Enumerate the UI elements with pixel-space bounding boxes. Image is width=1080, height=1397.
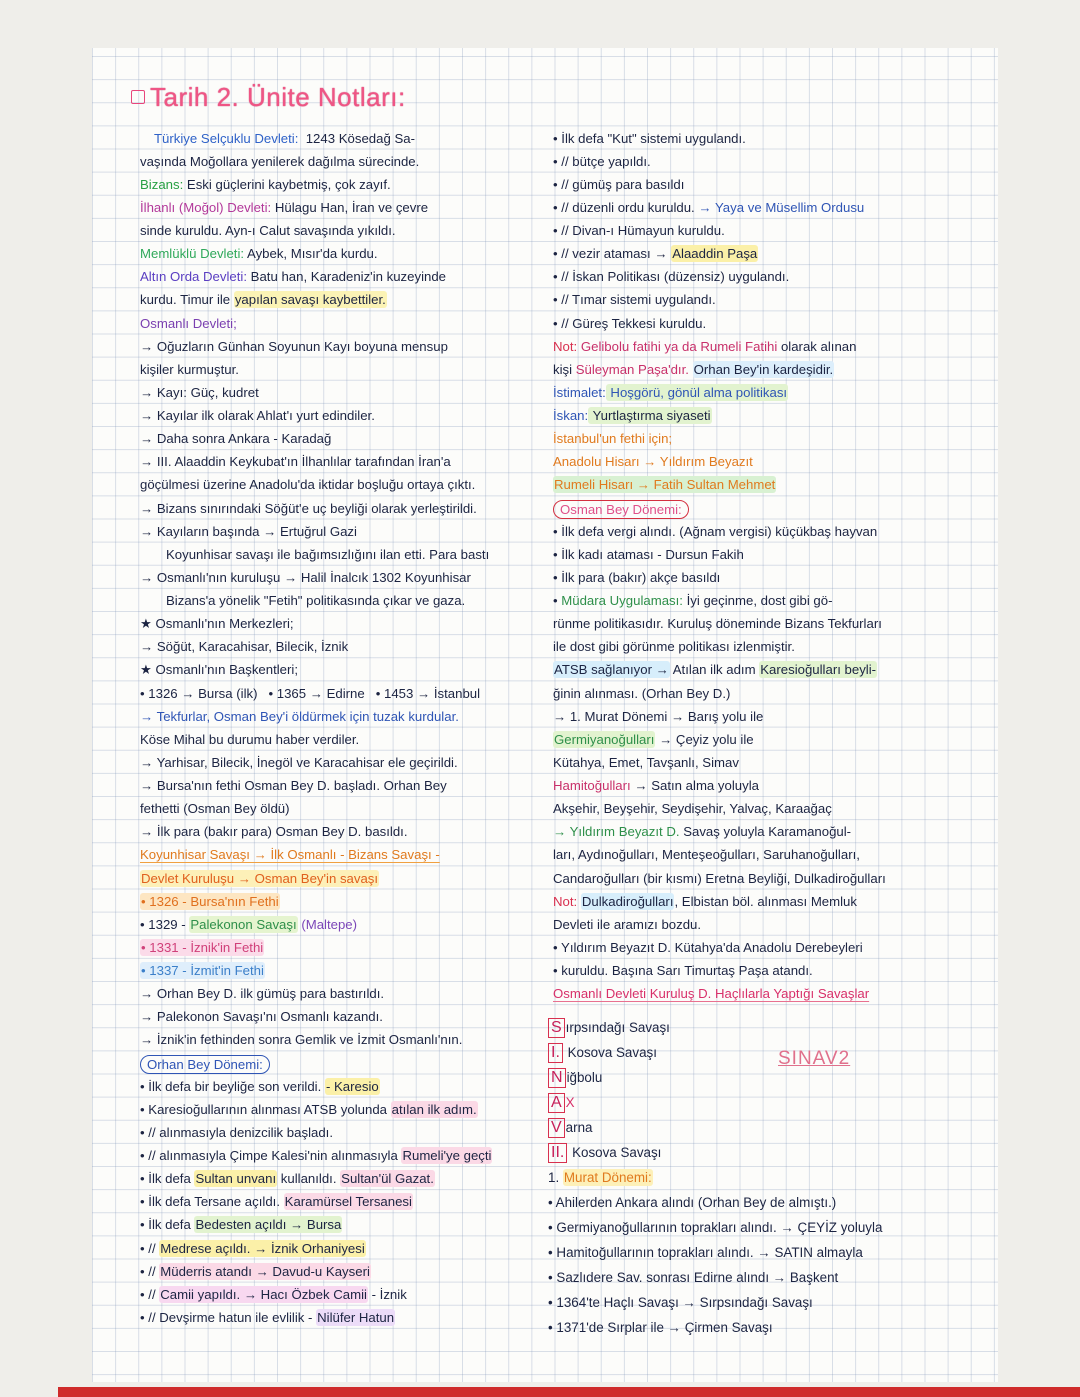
- note-text: • // Devşirme hatun ile evlilik -: [140, 1309, 317, 1325]
- right-line-8: [553, 288, 993, 311]
- left-line-33: [140, 867, 545, 890]
- note-text: kişi: [553, 361, 576, 377]
- page-title: Tarih 2. Ünite Notları:: [150, 82, 406, 112]
- note-text: arna: [565, 1119, 593, 1135]
- note-text: ATSB sağlanıyor →: [554, 662, 669, 678]
- note-text: ile dost gibi görünme politikası izlenmiştir.: [553, 639, 795, 655]
- note-text: kurdu. Timur ile: [140, 292, 234, 308]
- note-text: → Söğüt, Karacahisar, Bilecik, İznik: [140, 639, 349, 655]
- note-text: 1243 Kösedağ Sa-: [298, 130, 415, 146]
- left-line-8: [140, 288, 545, 311]
- note-text: Memlüklü Devleti:: [140, 246, 245, 262]
- note-text: → 1. Murat Dönemi → Barış yolu ile: [553, 708, 764, 724]
- left-line-13: [140, 404, 545, 427]
- note-text: Müdara Uygulaması:: [561, 593, 683, 608]
- note-text: ğinin alınması. (Orhan Bey D.): [553, 685, 731, 701]
- left-line-25: [140, 682, 545, 705]
- note-text: Candaroğulları (bir kısmı) Eretna Beyliği, Dulkadiroğulları: [553, 870, 886, 886]
- note-text: Nilüfer Hatun: [317, 1309, 395, 1325]
- note-text: • İlk defa vergi alındı. (Ağnam vergisi) küçükbaş hayvan: [553, 523, 878, 539]
- right-line-31: [553, 820, 993, 843]
- left-line-35: [140, 913, 545, 936]
- note-text: → Bizans sınırındaki Söğüt'e uç beyliği olarak yerleştirildi.: [140, 500, 477, 516]
- note-text: → Oğuzların Günhan Soyunun Kayı boyuna mensup: [140, 338, 448, 354]
- note-text: Bizans:: [140, 176, 184, 192]
- right-line-7: [553, 265, 993, 288]
- left-line-36: [140, 936, 545, 959]
- note-text: • İlk defa: [140, 1217, 195, 1233]
- note-text: • //: [140, 1240, 160, 1256]
- left-line-39: [140, 1005, 545, 1028]
- note-text: • Hamitoğullarının toprakları alındı. → SATIN almayla: [548, 1244, 863, 1260]
- left-line-38: [140, 982, 545, 1005]
- left-line-7: [140, 265, 545, 288]
- left-line-14: [140, 427, 545, 450]
- note-text: → Yıldırım Beyazıt D.: [553, 824, 680, 840]
- mnemonic-letter: N: [548, 1068, 566, 1088]
- left-line-9: [140, 312, 545, 335]
- bottom-red-band: [58, 1387, 1080, 1397]
- note-text: Gelibolu fatihi ya da Rumeli Fatihi: [577, 338, 778, 354]
- left-line-10: [140, 335, 545, 358]
- left-line-21: [140, 589, 545, 612]
- note-text: Rumeli Hisarı → Fatih Sultan Mehmet: [554, 477, 776, 493]
- note-text: İyi geçinme, dost gibi gö-: [682, 593, 833, 608]
- left-line-44: [140, 1121, 545, 1144]
- note-text: Medrese açıldı. → İznik Orhaniyesi: [160, 1240, 365, 1256]
- left-line-3: [140, 173, 545, 196]
- note-text: → III. Alaaddin Keykubat'ın İlhanlılar tarafından İran'a: [140, 454, 451, 470]
- note-text: Hülagu Han, İran ve çevre: [271, 199, 429, 215]
- right-line-24: [553, 658, 993, 681]
- note-text: Savaş yoluyla Karamanoğul-: [679, 824, 852, 840]
- note-text: Sultan'ül Gazat.: [341, 1171, 434, 1187]
- right-column-bottom: [548, 1015, 988, 1340]
- note-text: • İlk defa: [140, 1171, 195, 1187]
- note-text: • 1364'te Haçlı Savaşı → Sırpsındağı Savaşı: [548, 1294, 813, 1310]
- note-text: X: [565, 1094, 575, 1110]
- right-bottom-line-12: [548, 1290, 988, 1315]
- note-text: Osmanlı Devleti;: [140, 315, 237, 331]
- left-line-15: [140, 450, 545, 473]
- left-line-17: [140, 497, 545, 520]
- note-text: atılan ilk adım.: [391, 1101, 477, 1117]
- note-text: kullanıldı.: [277, 1171, 341, 1187]
- note-text: • Ahilerden Ankara alındı (Orhan Bey de almıştı.): [548, 1194, 837, 1210]
- note-text: • 1371'de Sırplar ile → Çirmen Savaşı: [548, 1319, 773, 1335]
- note-text: Osmanlı Devleti Kuruluş D. Haçlılarla Yaptığı Savaşlar: [553, 986, 870, 1002]
- mnemonic-letter: I.: [548, 1043, 563, 1063]
- right-bottom-line-2: [548, 1040, 988, 1065]
- circled-heading: Osman Bey Dönemi:: [553, 500, 689, 519]
- note-text: Orhan Bey'in kardeşidir.: [693, 361, 834, 377]
- right-bottom-line-11: [548, 1265, 988, 1290]
- note-text: • // Divan-ı Hümayun kuruldu.: [553, 223, 725, 238]
- note-text: İstanbul'un fethi için;: [553, 431, 673, 447]
- right-line-34: [553, 890, 993, 913]
- note-text: •: [553, 593, 562, 608]
- note-text: • 1326 - Bursa'nın Fethi: [141, 893, 279, 909]
- note-text: ★ Osmanlı'nın Merkezleri;: [140, 616, 294, 632]
- right-line-27: [553, 728, 993, 751]
- right-line-22: [553, 612, 993, 635]
- mnemonic-letter: V: [548, 1118, 565, 1138]
- right-line-38: [553, 982, 993, 1005]
- right-bottom-line-6: [548, 1140, 988, 1165]
- note-text: → Kayılar ilk olarak Ahlat'ı yurt edindiler.: [140, 408, 375, 423]
- note-text: • // alınmasıyla Çimpe Kalesi'nin alınmasıyla: [140, 1148, 402, 1163]
- right-line-14: [553, 427, 993, 450]
- note-text: Müderris atandı → Davud-u Kayseri: [160, 1263, 370, 1279]
- left-line-26: [140, 705, 545, 728]
- note-text: → Yaya ve Müsellim Ordusu: [698, 199, 865, 215]
- note-text: olarak alınan: [777, 338, 857, 354]
- note-text: → Bursa'nın fethi Osman Bey D. başladı. Orhan Bey: [140, 778, 447, 793]
- mnemonic-letter: II.: [548, 1143, 567, 1163]
- left-line-19: [140, 543, 545, 566]
- note-text: Rumeli'ye geçti: [402, 1148, 492, 1163]
- note-text: → Kayı: Güç, kudret: [140, 384, 259, 400]
- note-text: • Yıldırım Beyazıt D. Kütahya'da Anadolu Derebeyleri: [553, 939, 863, 955]
- note-text: Koyunhisar savaşı ile bağımsızlığını ilan etti. Para bastı: [166, 546, 490, 562]
- note-text: Germiyanoğulları: [554, 731, 655, 747]
- note-text: → İznik'in fethinden sonra Gemlik ve İzmit Osmanlı'nın.: [140, 1032, 463, 1048]
- note-text: Anadolu Hisarı → Yıldırım Beyazıt: [553, 454, 753, 470]
- left-line-50: [140, 1260, 545, 1283]
- right-line-13: [553, 404, 993, 427]
- note-text: İstimalet:: [553, 384, 606, 400]
- left-line-43: [140, 1098, 545, 1121]
- right-line-23: [553, 635, 993, 658]
- right-line-10: [553, 335, 993, 358]
- left-line-45: [140, 1144, 545, 1167]
- note-text: Akşehir, Beyşehir, Seydişehir, Yalvaç, Karaağaç: [553, 801, 832, 817]
- note-text: Not:: [553, 338, 578, 354]
- left-line-4: [140, 196, 545, 219]
- right-line-17: [553, 497, 993, 520]
- note-text: Alaaddin Paşa: [672, 246, 758, 262]
- right-line-16: [553, 473, 993, 496]
- note-text: , Elbistan böl. alınması Memluk: [674, 893, 857, 909]
- right-line-37: [553, 959, 993, 982]
- note-text: Aybek, Mısır'da kurdu.: [244, 246, 378, 262]
- note-text: → İlk para (bakır para) Osman Bey D. basıldı.: [140, 824, 408, 840]
- right-line-9: [553, 312, 993, 335]
- note-text: göçülmesi üzerine Anadolu'da iktidar boşluğu ortaya çıktı.: [140, 477, 476, 493]
- left-line-12: [140, 381, 545, 404]
- left-line-22: [140, 612, 545, 635]
- note-text: yapılan savaşı kaybettiler.: [234, 292, 386, 308]
- right-line-26: [553, 705, 993, 728]
- left-line-40: [140, 1028, 545, 1051]
- left-line-42: [140, 1075, 545, 1098]
- note-text: Devleti ile aramızı bozdu.: [553, 916, 702, 932]
- note-text: Altın Orda Devleti:: [140, 269, 248, 285]
- note-text: → Kayıların başında → Ertuğrul Gazi: [140, 523, 357, 539]
- left-line-24: [140, 658, 545, 681]
- right-bottom-line-3: [548, 1065, 988, 1090]
- note-text: vaşında Moğollara yenilerek dağılma sürecinde.: [140, 153, 420, 169]
- right-bottom-line-4: [548, 1090, 988, 1115]
- note-text: fethetti (Osman Bey öldü): [140, 801, 290, 817]
- note-text: • // gümüş para basıldı: [553, 176, 685, 192]
- note-text: Palekonon Savaşı: [190, 916, 297, 932]
- note-text: Hamitoğulları: [553, 778, 631, 793]
- left-line-51: [140, 1283, 545, 1306]
- note-text: → Tekfurlar, Osman Bey'i öldürmek için tuzak kurdular.: [140, 708, 459, 724]
- right-line-35: [553, 913, 993, 936]
- left-line-31: [140, 820, 545, 843]
- note-text: Dulkadiroğulları: [581, 893, 674, 909]
- circled-heading: Orhan Bey Dönemi:: [140, 1055, 270, 1074]
- note-text: iğbolu: [566, 1069, 603, 1085]
- left-line-30: [140, 797, 545, 820]
- right-line-18: [553, 520, 993, 543]
- right-line-33: [553, 867, 993, 890]
- note-text: Camii yapıldı. → Hacı Özbek Camii: [160, 1286, 367, 1302]
- left-line-34: [140, 890, 545, 913]
- left-line-32: [140, 843, 545, 866]
- note-text: rünme politikasıdır. Kuruluş döneminde Bizans Tekfurları: [553, 616, 882, 632]
- note-text: İskan:: [553, 408, 589, 423]
- right-line-4: [553, 196, 993, 219]
- right-bottom-line-7: [548, 1165, 988, 1190]
- note-text: • 1337 - İzmit'in Fethi: [141, 963, 264, 978]
- note-text: - Karesio: [325, 1078, 379, 1094]
- note-text: Batu han, Karadeniz'in kuzeyinde: [247, 269, 447, 285]
- right-bottom-line-10: [548, 1240, 988, 1265]
- right-column: [553, 127, 993, 1006]
- note-text: (Maltepe): [297, 916, 358, 932]
- left-line-23: [140, 635, 545, 658]
- right-line-28: [553, 751, 993, 774]
- note-text: • Karesioğullarının alınması ATSB yolunda: [140, 1101, 391, 1117]
- note-text: • İlk defa Tersane açıldı.: [140, 1194, 284, 1210]
- note-text: → Orhan Bey D. ilk gümüş para bastırıldı.: [140, 986, 385, 1002]
- note-text: kişiler kurmuştur.: [140, 361, 239, 377]
- left-line-47: [140, 1190, 545, 1213]
- note-text: ★ Osmanlı'nın Başkentleri;: [140, 662, 298, 678]
- right-line-19: [553, 543, 993, 566]
- mnemonic-letter: A: [548, 1093, 565, 1113]
- left-line-27: [140, 728, 545, 751]
- right-line-29: [553, 774, 993, 797]
- note-text: Bedesten açıldı → Bursa: [195, 1217, 342, 1233]
- note-text: - İznik: [367, 1286, 407, 1302]
- note-text: • İlk kadı ataması - Dursun Fakih: [553, 546, 744, 562]
- right-line-15: [553, 450, 993, 473]
- note-text: Eski güçlerini kaybetmiş, çok zayıf.: [183, 176, 391, 192]
- left-column: [140, 127, 545, 1330]
- left-line-1: [140, 127, 545, 150]
- left-line-6: [140, 242, 545, 265]
- note-text: • //: [140, 1286, 160, 1302]
- note-text: ırpsındağı Savaşı: [565, 1019, 670, 1035]
- note-text: Koyunhisar Savaşı → İlk Osmanlı - Bizans Savaşı -: [140, 847, 440, 863]
- left-line-2: [140, 150, 545, 173]
- right-bottom-line-5: [548, 1115, 988, 1140]
- note-text: • Sazlıdere Sav. sonrası Edirne alındı → Başkent: [548, 1269, 839, 1285]
- left-line-41: [140, 1052, 545, 1075]
- note-text: → Satın alma yoluyla: [630, 778, 759, 793]
- note-text: • // İskan Politikası (düzensiz) uygulandı.: [553, 269, 790, 285]
- right-bottom-line-9: [548, 1215, 988, 1240]
- right-bottom-line-8: [548, 1190, 988, 1215]
- note-text: • 1326 → Bursa (ilk) • 1365 → Edirne • 1453 → İstanbul: [140, 685, 481, 701]
- left-line-28: [140, 751, 545, 774]
- note-text: • kuruldu. Başına Sarı Timurtaş Paşa atandı.: [553, 963, 813, 978]
- note-text: • // düzenli ordu kuruldu.: [553, 199, 699, 215]
- note-text: Süleyman Paşa'dır.: [575, 361, 689, 377]
- note-text: Not:: [553, 893, 578, 909]
- note-text: → Çeyiz yolu ile: [655, 731, 754, 747]
- note-text: • İlk defa bir beyliğe son verildi.: [140, 1078, 325, 1094]
- left-line-29: [140, 774, 545, 797]
- note-text: Karamürsel Tersanesi: [284, 1194, 412, 1210]
- note-text: • İlk para (bakır) akçe basıldı: [553, 569, 721, 585]
- note-text: • // bütçe yapıldı.: [553, 153, 651, 169]
- note-text: Türkiye Selçuklu Devleti:: [154, 130, 299, 146]
- left-line-48: [140, 1213, 545, 1236]
- left-line-46: [140, 1167, 545, 1190]
- right-line-6: [553, 242, 993, 265]
- note-text: Kosova Savaşı: [563, 1044, 657, 1060]
- left-line-5: [140, 219, 545, 242]
- note-text: → Daha sonra Ankara - Karadağ: [140, 431, 332, 447]
- right-line-25: [553, 682, 993, 705]
- note-text: • Germiyanoğullarının toprakları alındı. → ÇEYİZ yoluyla: [548, 1219, 883, 1235]
- note-text: → Palekonon Savaşı'nı Osmanlı kazandı.: [140, 1009, 383, 1025]
- note-text: Bizans'a yönelik "Fetih" politikasında çıkar ve gaza.: [166, 593, 466, 608]
- right-line-21: [553, 589, 993, 612]
- note-text: Kütahya, Emet, Tavşanlı, Simav: [553, 754, 739, 770]
- exam-mark: SINAV2: [778, 1048, 851, 1069]
- left-line-52: [140, 1306, 545, 1329]
- title-box-icon: [131, 90, 145, 104]
- note-text: sinde kuruldu. Ayn-ı Calut savaşında yıkıldı.: [140, 223, 396, 238]
- note-text: • İlk defa "Kut" sistemi uygulandı.: [553, 130, 746, 146]
- note-text: Devlet Kuruluşu → Osman Bey'in savaşı: [141, 870, 379, 886]
- note-text: Yurtlaştırma siyaseti: [589, 408, 711, 423]
- note-text: Köse Mihal bu durumu haber verdiler.: [140, 731, 360, 747]
- note-text: Murat Dönemi:: [563, 1169, 652, 1185]
- right-line-5: [553, 219, 993, 242]
- note-text: Hoşgörü, gönül alma politikası: [606, 384, 788, 400]
- left-line-16: [140, 473, 545, 496]
- right-line-11: [553, 358, 993, 381]
- right-bottom-line-1: [548, 1015, 988, 1040]
- note-text: • 1329 -: [140, 916, 190, 932]
- note-text: İlhanlı (Moğol) Devleti:: [140, 199, 272, 215]
- note-text: • // Güreş Tekkesi kuruldu.: [553, 315, 707, 331]
- right-line-20: [553, 566, 993, 589]
- note-text: ları, Aydınoğulları, Menteşeoğulları, Saruhanoğulları,: [553, 847, 860, 863]
- note-text: → Osmanlı'nın kuruluşu → Halil İnalcık 1302 Koyunhisar: [140, 569, 471, 585]
- note-text: Kosova Savaşı: [568, 1144, 662, 1160]
- note-text: Atılan ilk adım: [669, 662, 760, 678]
- note-text: • //: [140, 1263, 160, 1279]
- right-line-2: [553, 150, 993, 173]
- note-text: • // Tımar sistemi uygulandı.: [553, 292, 716, 308]
- right-line-3: [553, 173, 993, 196]
- note-text: • // alınmasıyla denizcilik başladı.: [140, 1124, 333, 1140]
- right-bottom-line-13: [548, 1315, 988, 1340]
- right-line-32: [553, 843, 993, 866]
- left-line-18: [140, 520, 545, 543]
- right-line-1: [553, 127, 993, 150]
- right-line-36: [553, 936, 993, 959]
- left-line-49: [140, 1237, 545, 1260]
- note-text: Karesioğulları beyli-: [760, 662, 877, 678]
- right-line-12: [553, 381, 993, 404]
- note-text: → Yarhisar, Bilecik, İnegöl ve Karacahisar ele geçirildi.: [140, 754, 458, 770]
- left-line-20: [140, 566, 545, 589]
- note-text: • 1331 - İznik'in Fethi: [141, 939, 264, 955]
- mnemonic-letter: S: [548, 1018, 565, 1038]
- note-text: 1.: [548, 1169, 563, 1185]
- right-line-30: [553, 797, 993, 820]
- note-text: Sultan unvanı: [195, 1171, 277, 1187]
- note-text: • // vezir ataması →: [553, 246, 672, 262]
- left-line-11: [140, 358, 545, 381]
- left-line-37: [140, 959, 545, 982]
